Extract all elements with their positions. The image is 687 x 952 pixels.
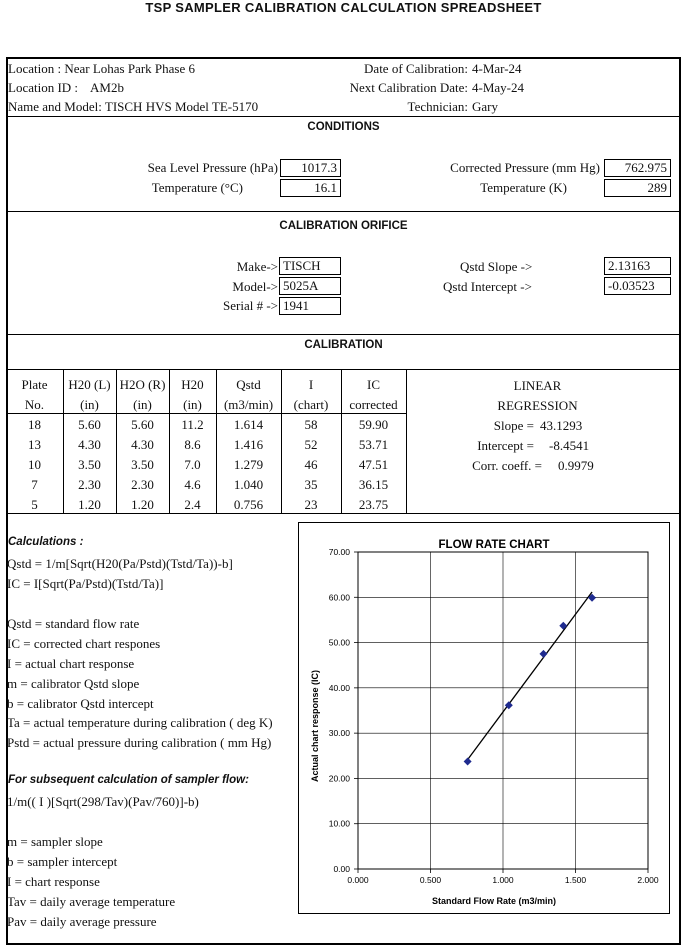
table-cell: 59.90	[358, 417, 389, 432]
intercept-value: -8.4541	[549, 438, 590, 453]
corr-coeff-label: Corr. coeff. =	[472, 458, 542, 473]
page-title: TSP SAMPLER CALIBRATION CALCULATION SPREADSHEET	[145, 0, 542, 15]
y-tick-label: 30.00	[328, 728, 350, 739]
table-header-divider	[6, 413, 406, 414]
table-cell: 10	[28, 457, 41, 472]
definition: Pav = daily average pressure	[7, 914, 157, 929]
temperature-k-value: 289	[604, 179, 671, 197]
serial-value: 1941	[279, 297, 341, 315]
y-axis-label: Actual chart response (IC)	[310, 669, 320, 783]
corr-coeff-value: 0.9979	[558, 458, 594, 473]
model-value: 5025A	[279, 277, 341, 295]
definition: I = actual chart response	[7, 656, 135, 671]
table-cell: 1.20	[131, 497, 154, 512]
table-cell: 7	[31, 477, 38, 492]
table-header-cell: Qstd	[236, 377, 261, 392]
qstd-intercept-value: -0.03523	[604, 277, 671, 295]
location-row	[8, 61, 195, 76]
model-label: Name and Model:	[8, 99, 102, 114]
date-value: 4-Mar-24	[472, 61, 522, 76]
table-cell: 5.60	[131, 417, 154, 432]
y-tick-label: 70.00	[328, 547, 350, 557]
divider	[6, 334, 681, 335]
definition-clip	[7, 715, 299, 730]
definition: IC = corrected chart respones	[7, 636, 161, 651]
table-header-cell: H20 (L)	[68, 377, 111, 392]
temperature-k-label: Temperature (K)	[480, 180, 567, 195]
model-value: TISCH HVS Model TE-5170	[104, 99, 259, 114]
y-tick-label: 20.00	[328, 773, 350, 784]
table-cell: 1.040	[233, 477, 264, 492]
sea-level-pressure-label: Sea Level Pressure (hPa)	[147, 160, 278, 175]
location-label: Location :	[8, 61, 62, 76]
table-header-unit: (in)	[133, 397, 152, 412]
sea-level-pressure-value: 1017.3	[280, 159, 341, 177]
temperature-c-label: Temperature (°C)	[151, 180, 243, 195]
technician-value: Gary	[472, 99, 498, 114]
technician-label: Technician:	[407, 99, 468, 114]
temperature-c-value: 16.1	[280, 179, 341, 197]
table-cell: 0.756	[233, 497, 264, 512]
table-cell: 3.50	[131, 457, 154, 472]
table-cell: 36.15	[358, 477, 389, 492]
slope-label: Slope =	[493, 418, 534, 433]
model-label: Model->	[232, 279, 278, 294]
table-header-cell: H20	[181, 377, 204, 392]
formula-qstd: Qstd = 1/m[Sqrt(H20(Pa/Pstd)(Tstd/Ta))-b]	[7, 556, 233, 571]
slope-value: 43.1293	[540, 418, 583, 433]
location-value: Near Lohas Park Phase 6	[64, 61, 196, 76]
divider	[6, 513, 681, 514]
divider	[6, 211, 681, 212]
formula-ic: IC = I[Sqrt(Pa/Pstd)(Tstd/Ta)]	[7, 576, 164, 591]
table-header-cell: H2O (R)	[119, 377, 166, 392]
x-tick-label: 0.500	[419, 875, 442, 885]
date-label: Date of Calibration:	[364, 61, 468, 76]
table-cell: 35	[304, 477, 318, 492]
table-cell: 13	[28, 437, 41, 452]
orifice-title: CALIBRATION ORIFICE	[279, 220, 408, 232]
x-tick-label: 0.000	[347, 875, 369, 885]
divider	[6, 116, 681, 117]
table-column-divider	[406, 369, 407, 513]
table-header-unit: (chart)	[293, 397, 329, 412]
table-cell: 23.75	[358, 497, 389, 512]
next-date-label: Next Calibration Date:	[349, 80, 468, 95]
table-cell: 8.6	[184, 437, 201, 452]
table-cell: 7.0	[184, 457, 201, 472]
y-tick-label: 60.00	[328, 592, 350, 603]
table-cell: 58	[304, 417, 318, 432]
table-cell: 1.20	[78, 497, 101, 512]
corrected-pressure-label: Corrected Pressure (mm Hg)	[450, 160, 600, 175]
regression-title-line2: REGRESSION	[497, 398, 578, 413]
table-header-cell: IC	[367, 377, 380, 392]
x-tick-label: 1.000	[492, 875, 514, 885]
table-header-unit: (m3/min)	[223, 397, 274, 412]
table-cell: 4.30	[78, 437, 101, 452]
table-cell: 5	[31, 497, 38, 512]
make-label: Make->	[236, 259, 278, 274]
make-value: TISCH	[279, 257, 341, 275]
table-cell: 46	[304, 457, 318, 472]
table-cell: 23	[304, 497, 318, 512]
flow-rate-chart	[298, 522, 670, 914]
table-cell: 2.30	[131, 477, 154, 492]
definition: Ta = actual temperature during calibration ( deg K)	[7, 715, 273, 730]
serial-label: Serial # ->	[223, 298, 278, 313]
model-row	[8, 99, 258, 114]
table-header-unit: corrected	[349, 397, 398, 412]
qstd-slope-label: Qstd Slope ->	[460, 259, 533, 274]
table-cell: 1.416	[233, 437, 264, 452]
qstd-slope-value: 2.13163	[604, 257, 671, 275]
x-tick-label: 2.000	[637, 875, 659, 885]
table-cell: 2.4	[184, 497, 201, 512]
definition: m = calibrator Qstd slope	[7, 676, 140, 691]
table-cell: 18	[28, 417, 41, 432]
table-cell: 11.2	[181, 417, 204, 432]
definition: Pstd = actual pressure during calibration ( mm Hg)	[7, 735, 272, 750]
definition: I = chart response	[7, 874, 100, 889]
definition: m = sampler slope	[7, 834, 103, 849]
calculations-title: Calculations :	[8, 536, 84, 548]
regression-title-line1: LINEAR	[513, 378, 562, 393]
chart-title: FLOW RATE CHART	[438, 539, 550, 551]
definition: Tav = daily average temperature	[7, 894, 176, 909]
table-cell: 3.50	[78, 457, 101, 472]
definition: Qstd = standard flow rate	[7, 616, 140, 631]
intercept-label: Intercept =	[477, 438, 534, 453]
table-header-unit: (in)	[183, 397, 202, 412]
table-header-unit: No.	[24, 397, 45, 412]
table-cell: 1.279	[233, 457, 264, 472]
qstd-intercept-label: Qstd Intercept ->	[443, 279, 532, 294]
table-cell: 47.51	[358, 457, 389, 472]
definition: b = calibrator Qstd intercept	[7, 696, 154, 711]
conditions-title: CONDITIONS	[307, 121, 380, 133]
table-cell: 5.60	[78, 417, 101, 432]
table-cell: 2.30	[78, 477, 101, 492]
y-tick-label: 0.00	[333, 864, 350, 874]
table-cell: 4.30	[131, 437, 154, 452]
calibration-title: CALIBRATION	[304, 339, 383, 351]
definition-clip	[7, 735, 299, 750]
subsequent-title: For subsequent calculation of sampler flow:	[8, 774, 249, 786]
table-cell: 52	[304, 437, 318, 452]
table-cell: 4.6	[184, 477, 201, 492]
next-date-value: 4-May-24	[472, 80, 524, 95]
table-header-cell: I	[308, 377, 314, 392]
y-tick-label: 40.00	[328, 682, 350, 693]
x-axis-label: Standard Flow Rate (m3/min)	[431, 896, 557, 906]
y-tick-label: 10.00	[328, 818, 350, 829]
corrected-pressure-value: 762.975	[604, 159, 671, 177]
x-tick-label: 1.500	[564, 875, 587, 885]
table-cell: 53.71	[358, 437, 389, 452]
table-cell: 1.614	[233, 417, 264, 432]
location-id-value: AM2b	[90, 80, 124, 95]
table-header-unit: (in)	[80, 397, 99, 412]
table-header-cell: Plate	[21, 377, 48, 392]
definition: b = sampler intercept	[7, 854, 118, 869]
sampler-formula: 1/m(( I )[Sqrt(298/Tav)(Pav/760)]-b)	[7, 794, 199, 809]
y-tick-label: 50.00	[328, 637, 350, 648]
location-id-label: Location ID :	[8, 80, 79, 95]
